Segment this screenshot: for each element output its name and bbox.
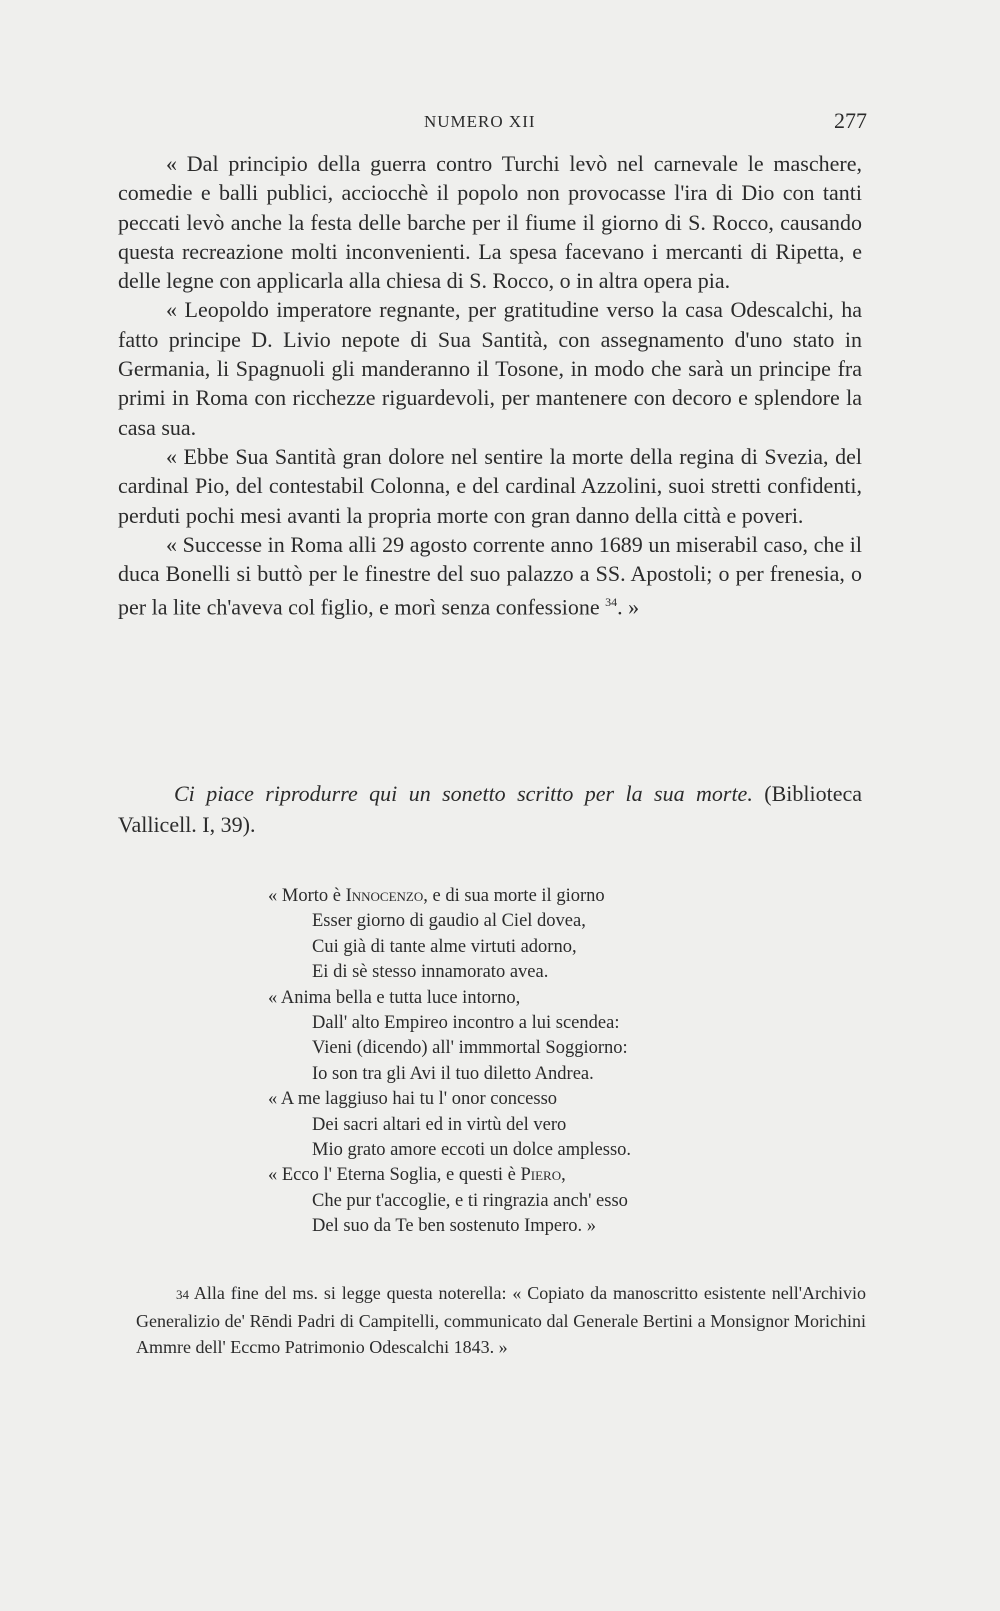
footnote-paragraph bbox=[136, 1280, 866, 1360]
paragraph-carnevale: « Dal principio della guerra contro Turchi levò nel carnevale le maschere, comedie e balli publici, acciocchè il popolo non provocasse l'ira di Dio con tanti peccati levò anche la festa delle barche per il fiume il giorno di S. Rocco, causando questa recreazione molti inconvenienti. La spesa facevano i mercanti di Ripetta, e delle legne con applicarla alla chiesa di S. Rocco, o in altra opera pia. bbox=[118, 151, 862, 294]
quatrain-1 bbox=[268, 884, 738, 986]
verse-2: Esser giorno di gaudio al Ciel dovea, bbox=[312, 911, 586, 932]
verse-9: « A me laggiuso hai tu l' onor concesso bbox=[268, 1089, 558, 1110]
running-head: NUMERO XII bbox=[424, 112, 536, 131]
verse-1-a: « Morto è bbox=[268, 886, 346, 906]
verse-10: Dei sacri altari ed in virtù del vero bbox=[312, 1114, 567, 1135]
paragraph-svezia: « Ebbe Sua Santità gran dolore nel sentire la morte della regina di Svezia, del cardinal Pio, del contestabil Colonna, e del cardinal Azzolini, suoi stretti confidenti, perduti pochi mesi avanti la propria morte con gran danno della città e poveri. bbox=[118, 443, 862, 528]
verse-12-name: Piero bbox=[520, 1165, 562, 1186]
verse-7: Vieni (dicendo) all' immmortal Soggiorno: bbox=[312, 1038, 628, 1059]
footnote-text: Alla fine del ms. si legge questa noterella: « Copiato da manoscritto esistente nell'Archivio Generalizio de' Rēndi Padri di Campitelli, communicato dal Generale Bertini a Monsignor Morichini Ammre dell' Eccmo Patrimonio Odescalchi 1843. » bbox=[136, 1283, 866, 1357]
verse-12-a: « Ecco l' Eterna Soglia, e questi è bbox=[268, 1165, 521, 1186]
verse-11: Mio grato amore eccoti un dolce amplesso. bbox=[312, 1140, 632, 1161]
tercet-2 bbox=[268, 1163, 738, 1239]
page-number: 277 bbox=[834, 108, 867, 133]
verse-12 bbox=[268, 1163, 738, 1188]
verse-6: Dall' alto Empireo incontro a lui scendea: bbox=[312, 1013, 620, 1034]
verse-5: « Anima bella e tutta luce intorno, bbox=[268, 987, 521, 1008]
tercet-1 bbox=[268, 1087, 738, 1163]
sonnet-introduction bbox=[118, 778, 862, 840]
paragraph-bonelli-closing: . » bbox=[617, 594, 640, 620]
verse-4: Ei di sè stesso innamorato avea. bbox=[312, 962, 549, 983]
paragraph-leopoldo: « Leopoldo imperatore regnante, per gratitudine verso la casa Odescalchi, ha fatto principe D. Livio nepote di Sua Santità, con assegnamento d'uno stato in Germania, li Spagnuoli gli manderanno il Tosone, in modo che sarà un principe fra primi in Roma con ricchezze riguardevoli, per mantenere con decoro e splendore la casa sua. bbox=[118, 297, 862, 440]
intro-italic: Ci piace riprodurre qui un sonetto scritto per la sua morte. bbox=[174, 781, 753, 806]
verse-14: Del suo da Te ben sostenuto Impero. » bbox=[312, 1216, 597, 1237]
verse-1-name: Innocenzo bbox=[345, 886, 424, 906]
verse-13: Che pur t'accoglie, e ti ringrazia anch' esso bbox=[312, 1190, 628, 1211]
quatrain-2 bbox=[268, 986, 738, 1088]
paragraph-bonelli-text: « Successe in Roma alli 29 agosto corrente anno 1689 un miserabil caso, che il duca Bonelli si buttò per le finestre del suo palazzo a SS. Apostoli; o per frenesia, o per la lite ch'aveva col figlio, e morì senza confessione bbox=[118, 531, 862, 620]
page-header bbox=[0, 108, 1000, 138]
paragraph-bonelli bbox=[118, 530, 862, 622]
verse-12-c: , bbox=[561, 1165, 566, 1186]
footnote bbox=[136, 1280, 866, 1360]
footnote-number: 34 bbox=[176, 1287, 189, 1302]
intro-citation: (Biblioteca Vallicell. I, 39). bbox=[118, 781, 862, 837]
verse-1-c: , e di sua morte il giorno bbox=[423, 886, 605, 906]
verse-8: Io son tra gli Avi il tuo diletto Andrea. bbox=[312, 1063, 594, 1084]
verse-1 bbox=[268, 884, 738, 909]
chronicle-text bbox=[118, 149, 862, 622]
footnote-reference: 34 bbox=[605, 595, 618, 610]
sonnet bbox=[268, 884, 738, 1240]
verse-3: Cui già di tante alme virtuti adorno, bbox=[312, 936, 577, 957]
intro-paragraph bbox=[118, 778, 862, 840]
